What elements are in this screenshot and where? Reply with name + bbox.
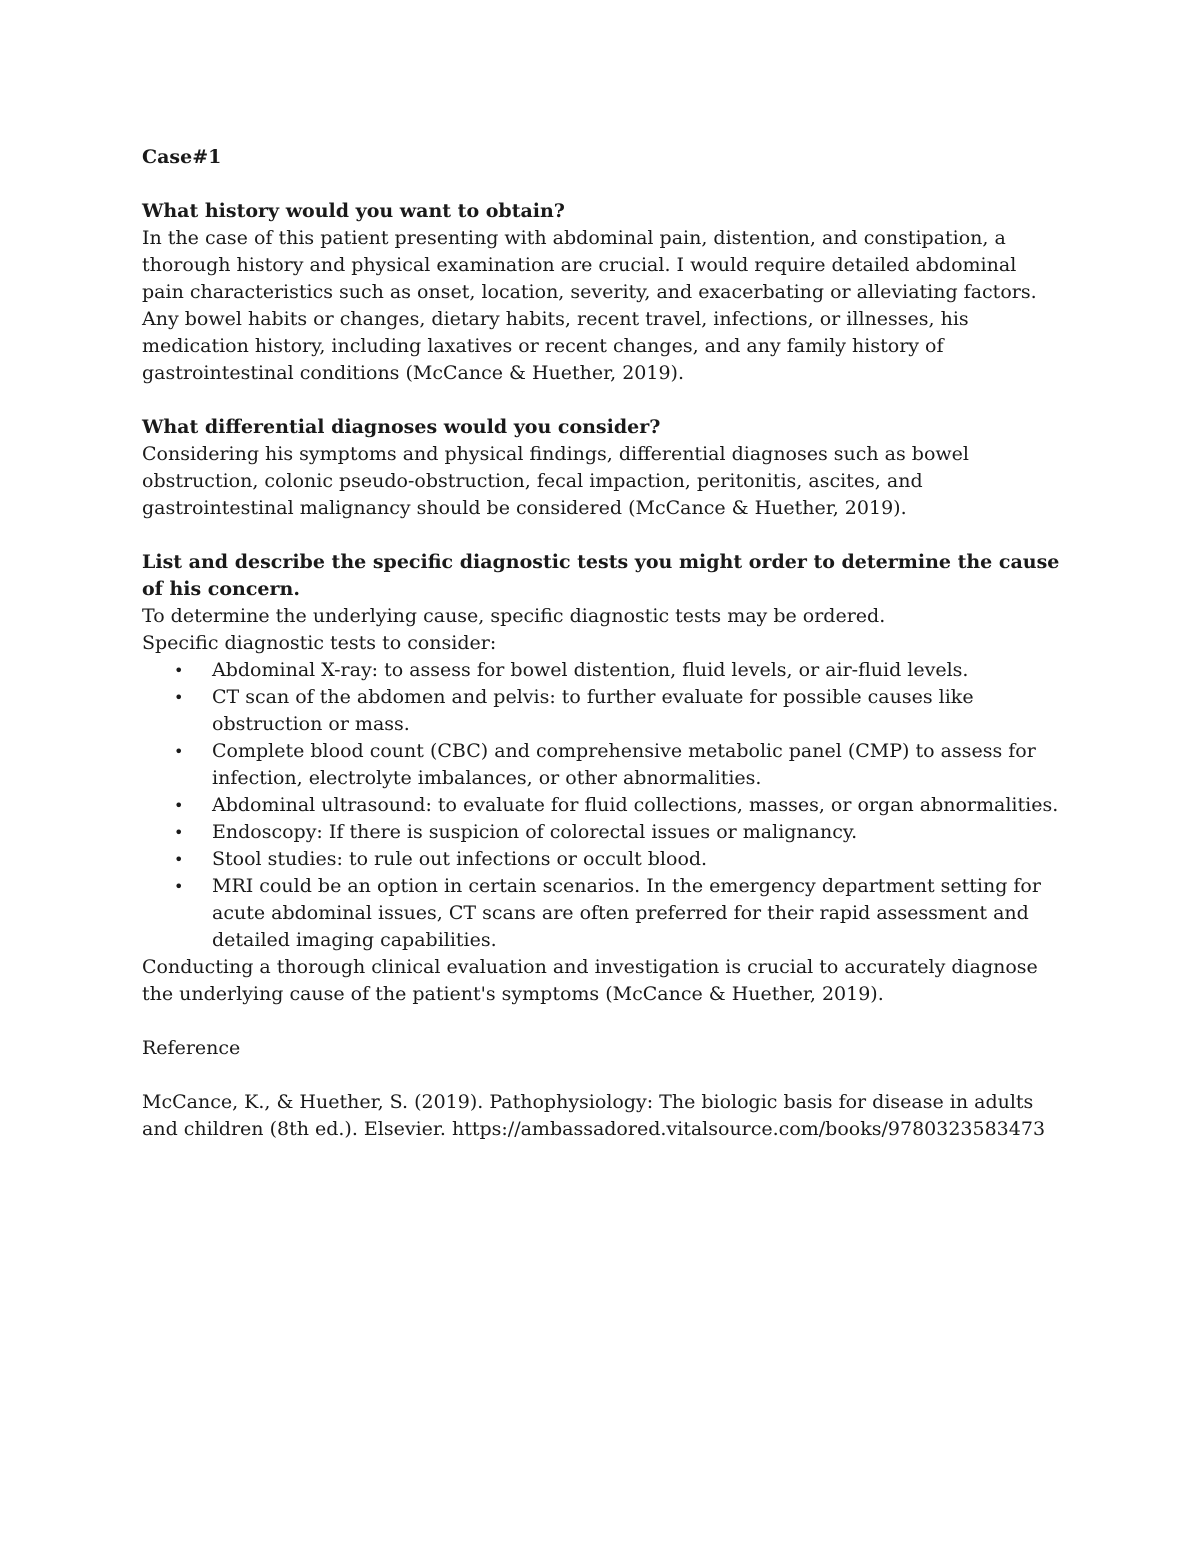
list-item (142, 657, 1062, 684)
bullet-icon: • (174, 823, 184, 842)
spacer (142, 1062, 1062, 1089)
bullet-icon: • (174, 742, 184, 761)
question-2-answer: Considering his symptoms and physical findings, differential diagnoses such as bowel obstruction, colonic pseudo-obstruction, fecal impaction, peritonitis, ascites, and gastrointestinal malignancy should be considered (McCance & Huether, 2019). (142, 443, 969, 519)
list-item (142, 738, 1062, 792)
list-item-text: Complete blood count (CBC) and comprehensive metabolic panel (CMP) to assess for infection, electrolyte imbalances, or other abnormalities. (212, 740, 1036, 789)
list-item-text: CT scan of the abdomen and pelvis: to further evaluate for possible causes like obstruction or mass. (212, 686, 974, 735)
list-item (142, 846, 1062, 873)
list-item-text: Endoscopy: If there is suspicion of colorectal issues or malignancy. (212, 821, 858, 843)
question-1-answer: In the case of this patient presenting with abdominal pain, distention, and constipation, a thorough history and physical examination are crucial. I would require detailed abdominal pain characteristics such as onset, location, severity, and exacerbating or alleviating factors. Any bowel habits or changes, dietary habits, recent travel, infections, or illnesses, his medication history, including laxatives or recent changes, and any family history of gastrointestinal conditions (McCance & Huether, 2019). (142, 227, 1037, 384)
bullet-icon: • (174, 877, 184, 896)
spacer (142, 522, 1062, 549)
question-3-heading: List and describe the specific diagnostic tests you might order to determine the cause of his concern. (142, 551, 1060, 600)
case-title: Case#1 (142, 146, 222, 168)
list-item (142, 873, 1062, 954)
question-2-heading: What differential diagnoses would you consider? (142, 416, 661, 438)
list-item-text: Stool studies: to rule out infections or occult blood. (212, 848, 708, 870)
reference-citation: McCance, K., & Huether, S. (2019). Pathophysiology: The biologic basis for disease in adults and children (8th ed.). Elsevier. https://ambassadored.vitalsource.com/books/9780323583473 (142, 1091, 1046, 1140)
spacer (142, 171, 1062, 198)
list-item-text: Abdominal ultrasound: to evaluate for fluid collections, masses, or organ abnormalities. (212, 794, 1059, 816)
list-item-text: Abdominal X-ray: to assess for bowel distention, fluid levels, or air-fluid levels. (212, 659, 969, 681)
list-item (142, 684, 1062, 738)
list-item (142, 819, 1062, 846)
question-3-conclusion: Conducting a thorough clinical evaluation and investigation is crucial to accurately diagnose the underlying cause of the patient's symptoms (McCance & Huether, 2019). (142, 956, 1038, 1005)
diagnostic-tests-list (142, 657, 1062, 954)
reference-heading: Reference (142, 1037, 241, 1059)
bullet-icon: • (174, 661, 184, 680)
question-3-list-intro: Specific diagnostic tests to consider: (142, 632, 497, 654)
question-3-intro: To determine the underlying cause, specific diagnostic tests may be ordered. (142, 605, 886, 627)
list-item (142, 792, 1062, 819)
spacer (142, 387, 1062, 414)
document-page (142, 144, 1062, 1143)
question-1-heading: What history would you want to obtain? (142, 200, 565, 222)
spacer (142, 1008, 1062, 1035)
bullet-icon: • (174, 850, 184, 869)
list-item-text: MRI could be an option in certain scenarios. In the emergency department setting for acute abdominal issues, CT scans are often preferred for their rapid assessment and detailed imaging capabilities. (212, 875, 1041, 951)
bullet-icon: • (174, 688, 184, 707)
bullet-icon: • (174, 796, 184, 815)
